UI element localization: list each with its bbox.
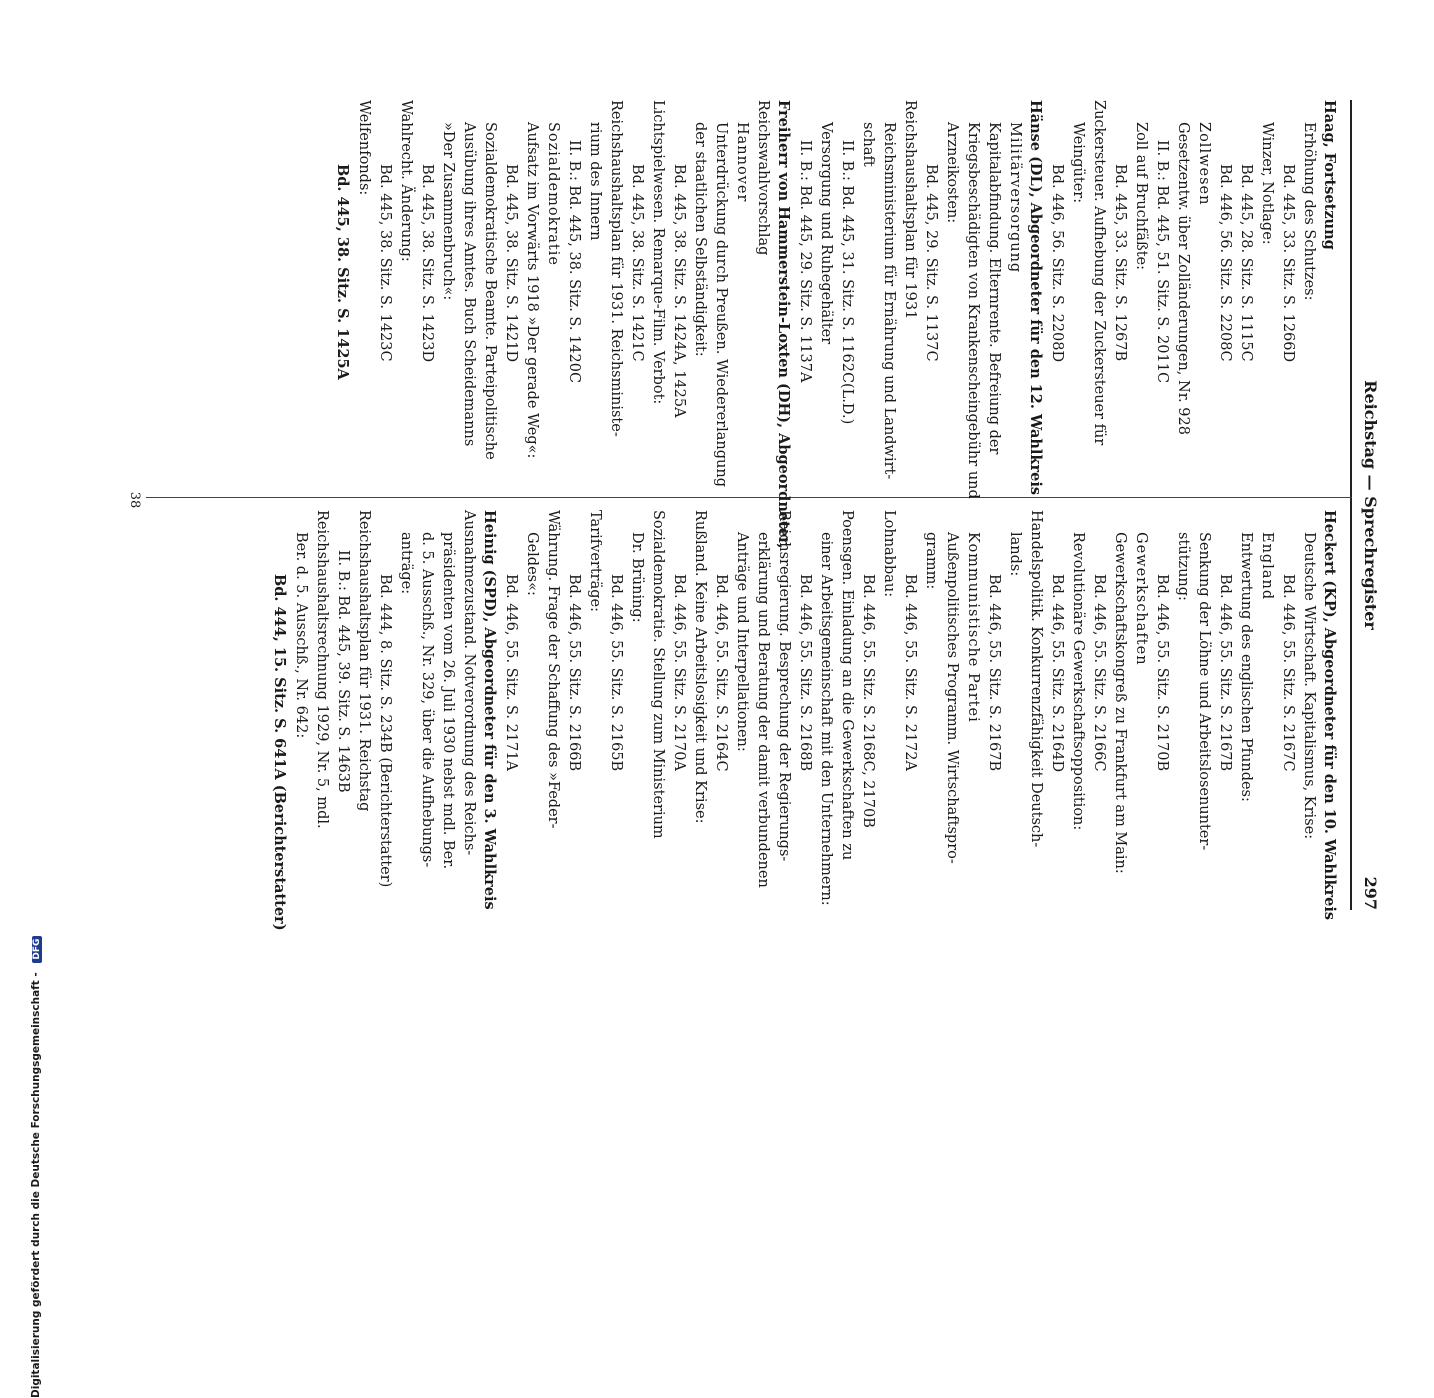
register-line: Lohnabbau: bbox=[881, 510, 897, 598]
register-line: II. B.: Bd. 445, 39. Sitz. S. 1463B bbox=[335, 550, 351, 793]
register-line: Bd. 446, 55. Sitz. S. 2170B bbox=[1154, 574, 1170, 772]
register-line: präsidenten vom 26. Juli 1930 nebst mdl. Ber. bbox=[440, 532, 456, 870]
register-line: Anträge und Interpellationen: bbox=[734, 532, 750, 752]
register-line: Aufsatz im Vorwärts 1918 »Der gerade Weg«: bbox=[524, 122, 540, 459]
folio: 38 bbox=[127, 491, 142, 509]
register-line: Welfenfonds: bbox=[356, 100, 372, 196]
register-line: Bd. 446, 55. Sitz. S. 2172A bbox=[902, 574, 918, 771]
register-line: II. B.: Bd. 445, 31. Sitz. S. 1162C(L.D.) bbox=[839, 140, 855, 425]
register-line: Bd. 446, 56. Sitz. S. 2208C bbox=[1217, 164, 1233, 362]
register-line: Kapitalabfindung. Elternrente. Befreiung der bbox=[986, 122, 1002, 455]
register-line: Bd. 446, 55. Sitz. S. 2168B bbox=[797, 574, 813, 772]
register-line: Unterdrückung durch Preußen. Wiedererlangung bbox=[713, 122, 729, 488]
page-title: Reichstag — Sprechregister bbox=[1361, 380, 1380, 630]
register-line: Haag, Fortsetzung bbox=[1321, 100, 1338, 250]
register-line: Bd. 445, 38. Sitz. S. 1423C bbox=[377, 164, 393, 362]
register-line: Bd. 445, 38. Sitz. S. 1425A bbox=[334, 164, 351, 380]
register-line: Reichshaushaltsplan für 1931 bbox=[902, 100, 918, 320]
register-line: Zuckersteuer. Aufhebung der Zuckersteuer für bbox=[1091, 100, 1107, 446]
register-line: schaft bbox=[860, 122, 876, 167]
register-line: Kommunistische Partei bbox=[965, 532, 981, 723]
running-header bbox=[1354, 100, 1380, 910]
register-line: Bd. 446, 55. Sitz. S. 2166C bbox=[1091, 574, 1107, 772]
register-line: Erhöhung des Schutzes: bbox=[1301, 122, 1317, 301]
register-line: erklärung und Beratung der damit verbundenen bbox=[755, 532, 771, 888]
register-line: Reichsregierung. Besprechung der Regierungs- bbox=[776, 510, 792, 862]
left-column bbox=[332, 100, 1340, 549]
register-line: Arzneikosten: bbox=[944, 122, 960, 224]
funding-note: Digitalisierung gefördert durch die Deutsche Forschungsgemeinschaft - bbox=[30, 972, 42, 1398]
dfg-logo: DFG bbox=[32, 936, 42, 963]
register-line: Geldes«: bbox=[524, 532, 540, 596]
register-line: Zoll auf Bruchfäßte: bbox=[1133, 122, 1149, 271]
register-line: Reichshaushaltsrechnung 1929, Nr. 5, mdl. bbox=[314, 510, 330, 829]
register-line: Bd. 445, 38. Sitz. S. 1421D bbox=[503, 164, 519, 363]
register-line: Reichshaushaltsplan für 1931. Reichstag bbox=[356, 510, 372, 812]
register-line: Bd. 445, 38. Sitz. S. 1421C bbox=[629, 164, 645, 362]
register-line: Hannover bbox=[734, 122, 750, 203]
register-line: einer Arbeitsgemeinschaft mit den Unternehmern: bbox=[818, 532, 834, 906]
page-number: 297 bbox=[1361, 876, 1380, 910]
register-line: Gewerkschaftskongreß zu Frankfurt am Main: bbox=[1112, 532, 1128, 874]
register-line: Reichsministerium für Ernährung und Landwirt- bbox=[881, 122, 897, 480]
register-line: Bd. 446, 55. Sitz. S. 2167B bbox=[986, 574, 1002, 772]
register-line: Reichshaushaltsplan für 1931. Reichsministe- bbox=[608, 100, 624, 437]
register-line: Zollwesen bbox=[1196, 122, 1212, 206]
register-line: Sozialdemokratische Beamte. Parteipolitische bbox=[482, 122, 498, 460]
register-line: »Der Zusammenbruch«: bbox=[440, 122, 456, 301]
register-line: Bd. 444, 15. Sitz. S. 641A (Berichterstatter) bbox=[271, 574, 288, 931]
register-line: gramm: bbox=[923, 532, 939, 590]
register-line: Reichswahlvorschlag bbox=[755, 100, 771, 256]
register-line: Bd. 446, 55. Sitz. S. 2165B bbox=[608, 574, 624, 772]
register-line: anträge: bbox=[398, 532, 414, 595]
register-line: Bd. 445, 29. Sitz. S. 1137C bbox=[923, 164, 939, 362]
register-line: Ausübung ihres Amtes. Buch Scheidemanns bbox=[461, 122, 477, 447]
register-line: Heckert (KP), Abgeordneter für den 10. Wahlkreis bbox=[1321, 510, 1338, 921]
register-line: Außenpolitisches Programm. Wirtschaftspro- bbox=[944, 532, 960, 864]
register-line: Kriegsbeschädigten von Krankenscheingebühr und bbox=[965, 122, 981, 499]
register-line: Gewerkschaften bbox=[1133, 532, 1149, 666]
register-line: Bd. 446, 55. Sitz. S. 2167C bbox=[1280, 574, 1296, 772]
register-line: II. B.: Bd. 445, 29. Sitz. S. 1137A bbox=[797, 140, 813, 383]
funding-note-bar bbox=[30, 936, 42, 1398]
register-line: Deutsche Wirtschaft. Kapitalismus, Krise: bbox=[1301, 532, 1317, 840]
register-line: lands: bbox=[1007, 532, 1023, 577]
register-line: Senkung der Löhne und Arbeitslosenunter- bbox=[1196, 532, 1212, 851]
register-line: Bd. 445, 33. Sitz. S. 1267B bbox=[1112, 164, 1128, 362]
register-line: Militärversorgung bbox=[1007, 122, 1023, 274]
register-line: Bd. 446, 55. Sitz. S. 2166B bbox=[566, 574, 582, 772]
register-line: Dr. Brüning: bbox=[629, 532, 645, 623]
register-line: Bd. 445, 33. Sitz. S. 1266D bbox=[1280, 164, 1296, 363]
register-line: Heinig (SPD), Abgeordneter für den 3. Wahlkreis bbox=[481, 510, 498, 910]
register-line: II. B.: Bd. 445, 51. Sitz. S. 2011C bbox=[1154, 140, 1170, 384]
register-line: Bd. 446, 55. Sitz. S. 2171A bbox=[503, 574, 519, 771]
register-line: Bd. 446, 55. Sitz. S. 2170A bbox=[671, 574, 687, 771]
register-line: Ausnahmezustand. Notverordnung des Reichs- bbox=[461, 510, 477, 856]
register-line: Poensgen. Einladung an die Gewerkschaften zu bbox=[839, 510, 855, 861]
register-line: Bd. 445, 28. Sitz. S. 1115C bbox=[1238, 164, 1254, 362]
register-line: d. 5. Ausschß., Nr. 329, über die Aufhebungs- bbox=[419, 532, 435, 868]
register-line: Versorgung und Ruhegehälter bbox=[818, 122, 834, 345]
register-line: Revolutionäre Gewerkschaftsopposition: bbox=[1070, 532, 1086, 831]
register-line: Bd. 444, 8. Sitz. S. 234B (Berichterstatter) bbox=[377, 574, 393, 888]
register-line: Sozialdemokratie bbox=[545, 122, 561, 266]
register-line: Ber. d. 5. Ausschß., Nr. 642: bbox=[293, 532, 309, 739]
register-line: stützung: bbox=[1175, 532, 1191, 601]
header-rule bbox=[1350, 100, 1352, 910]
register-line: Bd. 445, 38. Sitz. S. 1423D bbox=[419, 164, 435, 363]
register-line: Bd. 446, 55. Sitz. S. 2167B bbox=[1217, 574, 1233, 772]
register-line: Bd. 445, 38. Sitz. S. 1424A, 1425A bbox=[671, 164, 687, 418]
register-line: Bd. 446, 55. Sitz. S. 2164D bbox=[1049, 574, 1065, 773]
register-line: Lichtspielwesen. Remarque-Film. Verbot: bbox=[650, 100, 666, 405]
register-line: II. B.: Bd. 445, 38. Sitz. S. 1420C bbox=[566, 140, 582, 384]
register-line: Wahlrecht. Änderung: bbox=[398, 100, 414, 262]
register-line: Entwertung des englischen Pfundes: bbox=[1238, 532, 1254, 802]
register-line: der staatlichen Selbständigkeit: bbox=[692, 122, 708, 357]
register-line: Freiherr von Hammerstein-Loxten (DH), Abgeordneter, bbox=[775, 100, 792, 549]
register-line: Rußland. Keine Arbeitslosigkeit und Krise: bbox=[692, 510, 708, 824]
register-line: England bbox=[1259, 532, 1275, 601]
register-line: rium des Innern bbox=[587, 122, 603, 241]
register-line: Hänse (DL), Abgeordneter für den 12. Wahlkreis bbox=[1027, 100, 1044, 495]
register-line: Handelspolitik. Konkurrenzfähigkeit Deutsch- bbox=[1028, 510, 1044, 848]
register-line: Tarifverträge: bbox=[587, 510, 603, 612]
right-column bbox=[269, 510, 1340, 931]
register-line: Währung. Frage der Schaffung des »Feder- bbox=[545, 510, 561, 829]
register-line: Bd. 446, 55. Sitz. S. 2164C bbox=[713, 574, 729, 772]
register-line: Bd. 446, 56. Sitz. S. 2208D bbox=[1049, 164, 1065, 363]
register-line: Bd. 446, 55. Sitz. S. 2168C, 2170B bbox=[860, 574, 876, 828]
register-line: Gesetzentw. über Zolländerungen, Nr. 928 bbox=[1175, 122, 1191, 435]
register-line: Winzer, Notlage: bbox=[1259, 122, 1275, 245]
register-line: Weingüter: bbox=[1070, 122, 1086, 204]
register-line: Sozialdemokratie. Stellung zum Ministerium bbox=[650, 510, 666, 839]
